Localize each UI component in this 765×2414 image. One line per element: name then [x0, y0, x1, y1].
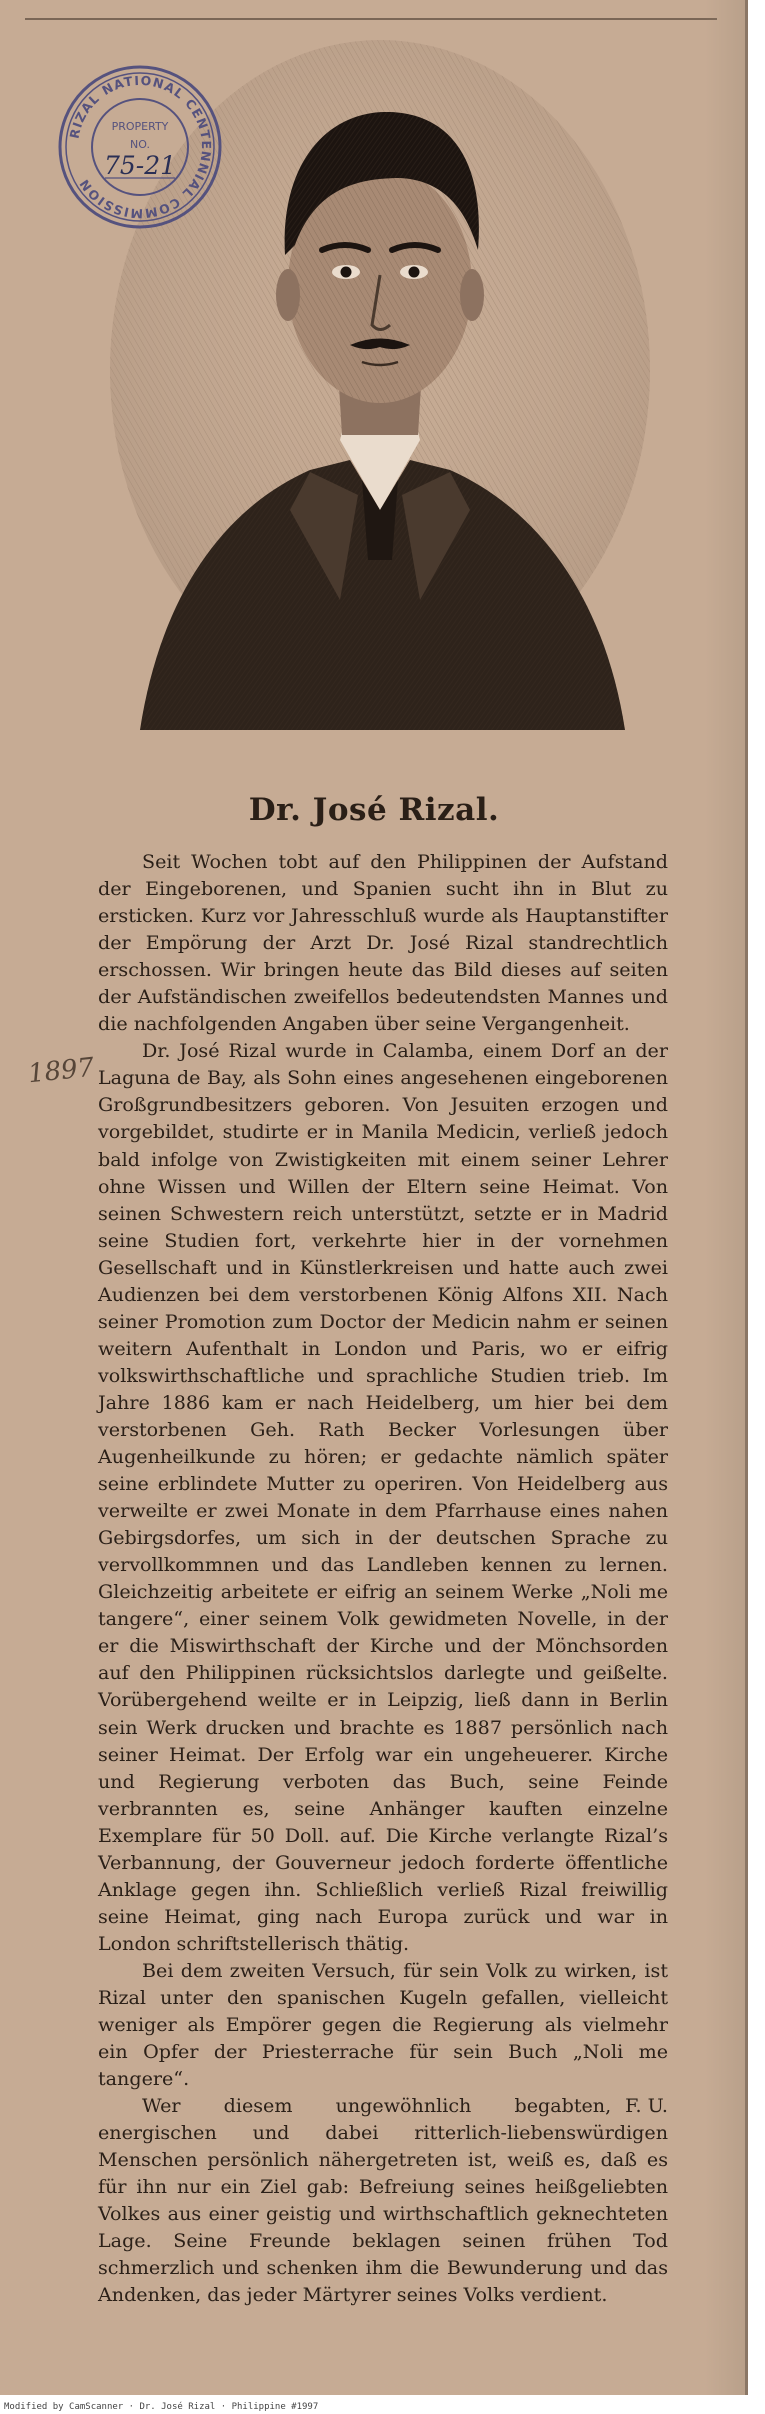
scan-footer: Modified by CamScanner · Dr. José Rizal · Philippine #1997: [4, 2402, 319, 2412]
stamp-property-label: PROPERTY: [111, 120, 169, 133]
page-edge-shade: [705, 0, 745, 2395]
commission-seal-icon: [55, 62, 225, 232]
stamp-no-label: NO.: [130, 138, 150, 151]
stamp-number: 75-21: [103, 151, 177, 180]
article-signature: F. U.: [625, 2094, 668, 2118]
article-paragraph: [98, 2092, 668, 2308]
article-paragraph: Dr. José Rizal wurde in Calamba, einem Dorf an der Laguna de Bay, als Sohn eines angesehenen eingeborenen Großgrundbesitzers geboren. Von Jesuiten erzogen und vorgebildet, studirte er in Manila Medicin, verließ jedoch bald infolge von Zwistigkeiten mit einem seiner Lehrer ohne Wissen und Willen der Eltern seine Heimat. Von seinen Schwestern reich unterstützt, setzte er in Madrid seine Studien fort, verkehrte hier in der vornehmen Gesellschaft und in Künstlerkreisen und hatte auch zwei Audienzen bei dem verstorbenen König Alfons XII. Nach seiner Promotion zum Doctor der Medicin nahm er seinen weitern Aufenthalt in London und Paris, wo er eifrig volkswirthschaftliche und sprachliche Studien trieb. Im Jahre 1886 kam er nach Heidelberg, um hier bei dem verstorbenen Geh. Rath Becker Vorlesungen über Augenheilkunde zu hören; er gedachte nämlich später seine erblindete Mutter zu operiren. Von Heidelberg aus verweilte er zwei Monate in dem Pfarrhause eines nahen Gebirgsdorfes, um sich in der deutschen Sprache zu vervollkommnen und das Landleben kennen zu lernen. Gleichzeitig arbeitete er eifrig an seinem Werke „Noli me tangere“, einer seinem Volk gewidmeten Novelle, in der er die Miswirthschaft der Kirche und der Mönchsorden auf den Philippinen rücksichtslos darlegte und geißelte. Vorübergehend weilte er in Leipzig, ließ dann in Berlin sein Werk drucken und brachte es 1887 persönlich nach seiner Heimat. Der Erfolg war ein ungeheuerer. Kirche und Regierung verboten das Buch, seine Feinde verbrannten es, seine Anhänger kauften einzelne Exemplare für 50 Doll. auf. Die Kirche verlangte Rizal’s Verbannung, der Gouverneur jedoch forderte öffentliche Anklage gegen ihn. Schließlich verließ Rizal freiwillig seine Heimat, ging nach Europa zurück und war in London schriftstellerisch thätig.: [98, 1039, 668, 1955]
top-rule: [25, 18, 717, 20]
article-title: Dr. José Rizal.: [248, 792, 500, 828]
article-paragraph: Bei dem zweiten Versuch, für sein Volk zu wirken, ist Rizal unter den spanischen Kugeln gefallen, vielleicht weniger als Empörer gegen die Regierung als vielmehr ein Opfer der Priesterrache für sein Buch „Noli me tangere“.: [98, 1958, 668, 2091]
article-body: [98, 848, 668, 2309]
stamp-ring-text: RIZAL NATIONAL CENTENNIAL COMMISSION: [66, 72, 215, 222]
property-stamp: [55, 62, 225, 232]
article-paragraph: Seit Wochen tobt auf den Philippinen der Aufstand der Eingeborenen, und Spanien sucht ihn in Blut zu ersticken. Kurz vor Jahresschluß wurde als Hauptanstifter der Empörung der Arzt Dr. José Rizal standrechtlich erschossen. Wir bringen heute das Bild dieses auf seiten der Aufständischen zweifellos bedeutendsten Mannes und die nachfolgenden Angaben über seine Vergangenheit.: [98, 850, 668, 1036]
article-paragraph-text: Wer diesem ungewöhnlich begabten, energischen und dabei ritterlich-liebenswürdigen Menschen persönlich nähergetreten ist, weiß es, daß es für ihn nur ein Ziel gab: Befreiung seines heißgeliebten Volkes aus einer geistig und wirthschaftlich geknechteten Lage. Seine Freunde beklagen seinen frühen Tod schmerzlich und schenken ihm die Bewunderung und das Andenken, das jeder Märtyrer seines Volks verdient.: [98, 2094, 668, 2307]
handwritten-margin-note: 1897: [26, 1052, 96, 1090]
